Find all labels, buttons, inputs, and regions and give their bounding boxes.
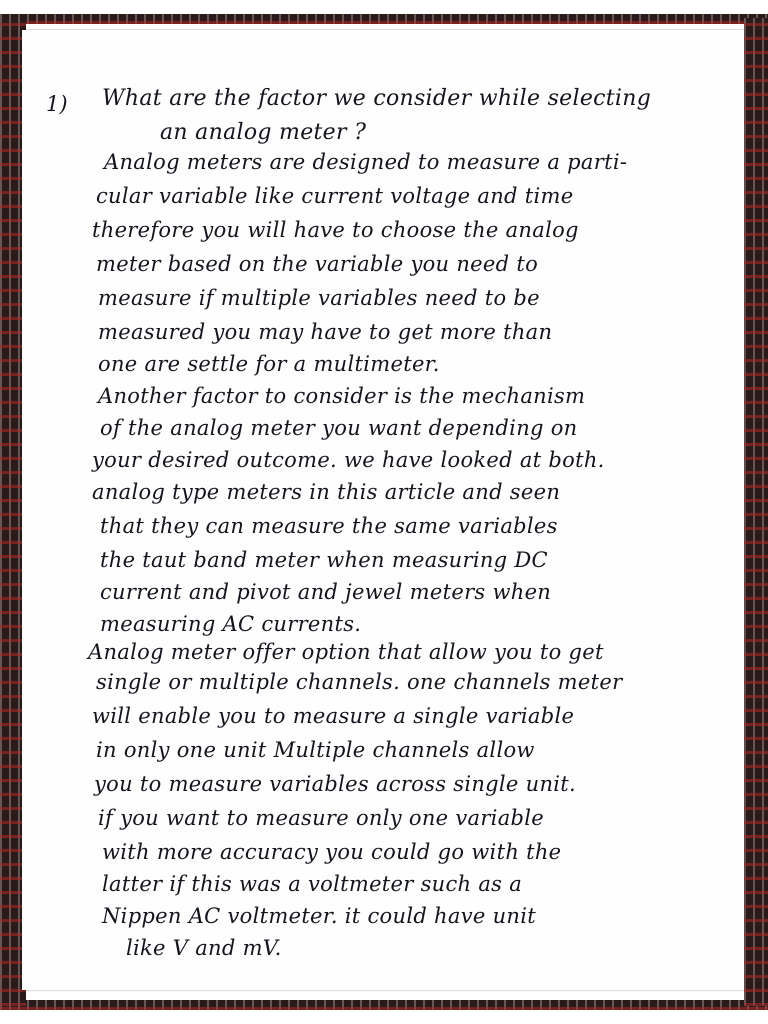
question-line: What are the factor we consider while selecting (102, 86, 652, 111)
answer-line: therefore you will have to choose the analog (92, 218, 579, 242)
answer-line: latter if this was a voltmeter such as a (102, 872, 523, 896)
answer-line: measure if multiple variables need to be (98, 286, 540, 310)
answer-line: measured you may have to get more than (98, 320, 553, 344)
answer-line: Nippen AC voltmeter. it could have unit (102, 904, 536, 928)
answer-line: of the analog meter you want depending on (100, 416, 578, 440)
answer-line: current and pivot and jewel meters when (100, 580, 552, 604)
answer-line: in only one unit Multiple channels allow (96, 738, 535, 762)
handwritten-sheet (22, 30, 744, 990)
fabric-background-bottom (0, 1000, 768, 1010)
answer-line: meter based on the variable you need to (96, 252, 539, 276)
answer-line: analog type meters in this article and seen (92, 480, 561, 504)
question-line: an analog meter ? (160, 120, 367, 145)
fabric-background-top (0, 14, 768, 24)
answer-line: Another factor to consider is the mechanism (98, 384, 586, 408)
answer-line: with more accuracy you could go with the (102, 840, 562, 864)
fabric-background-right (744, 18, 768, 1006)
answer-line: if you want to measure only one variable (98, 806, 545, 830)
answer-line: that they can measure the same variables (100, 514, 558, 538)
answer-line: your desired outcome. we have looked at both. (92, 448, 605, 472)
answer-line: Analog meter offer option that allow you to get (88, 640, 604, 664)
answer-line: single or multiple channels. one channels meter (96, 670, 623, 694)
answer-line: measuring AC currents. (100, 612, 362, 636)
answer-line: cular variable like current voltage and time (96, 184, 574, 208)
answer-line: like V and mV. (126, 936, 282, 960)
answer-line: Analog meters are designed to measure a parti- (104, 150, 628, 174)
question-number: 1) (46, 92, 68, 116)
answer-line: will enable you to measure a single variable (92, 704, 575, 728)
answer-line: the taut band meter when measuring DC (100, 548, 548, 572)
answer-line: you to measure variables across single unit. (94, 772, 577, 796)
handwritten-text (22, 30, 744, 990)
answer-line: one are settle for a multimeter. (98, 352, 440, 376)
